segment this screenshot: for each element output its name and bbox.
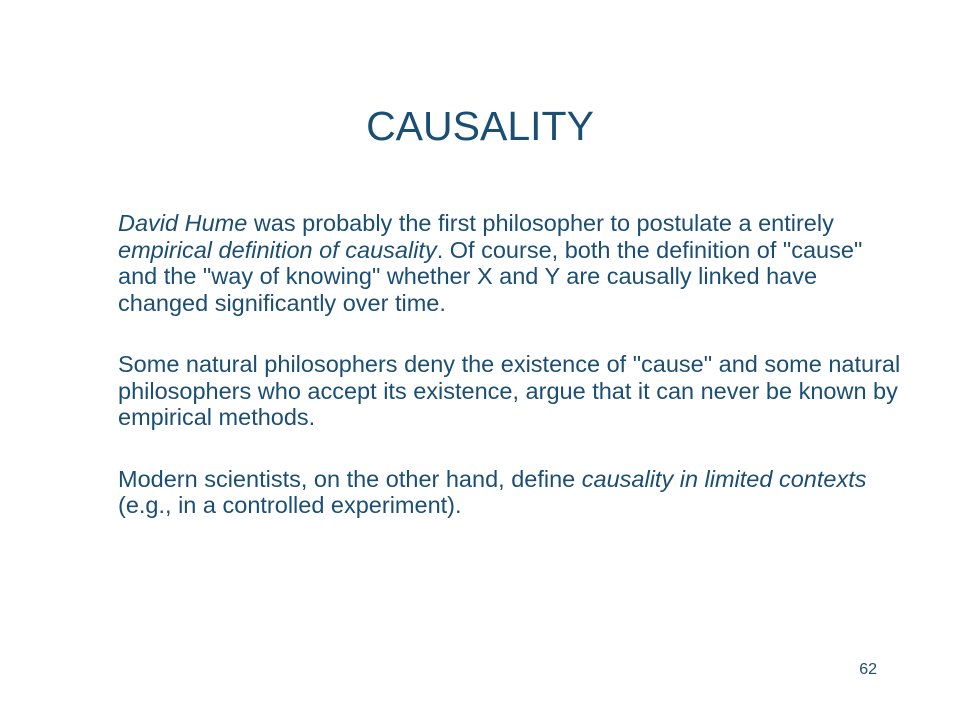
paragraph-hume bbox=[118, 210, 908, 316]
text-segment: was probably the first philosopher to postulate a entirely bbox=[247, 210, 834, 236]
paragraph-modern-scientists bbox=[118, 466, 908, 519]
text-segment: . Of course, both the definition of "cause" and the "way of knowing" whether X and Y are causally linked have changed significantly over time. bbox=[118, 236, 863, 316]
page-number: 62 bbox=[859, 661, 877, 678]
slide-body bbox=[118, 210, 908, 554]
text-segment: (e.g., in a controlled experiment). bbox=[118, 492, 462, 518]
text-segment: David Hume bbox=[118, 210, 248, 236]
text-segment: Modern scientists, on the other hand, define bbox=[118, 465, 582, 492]
text-segment: Some natural philosophers deny the existence of "cause" and some natural philosophers who accept its existence, argue that it can never be known by empirical methods. bbox=[118, 351, 901, 430]
paragraph-natural-philosophers bbox=[118, 351, 908, 431]
text-segment: causality in limited contexts bbox=[581, 465, 867, 492]
slide-title: CAUSALITY bbox=[366, 103, 594, 149]
text-segment: empirical definition of causality bbox=[118, 236, 437, 263]
